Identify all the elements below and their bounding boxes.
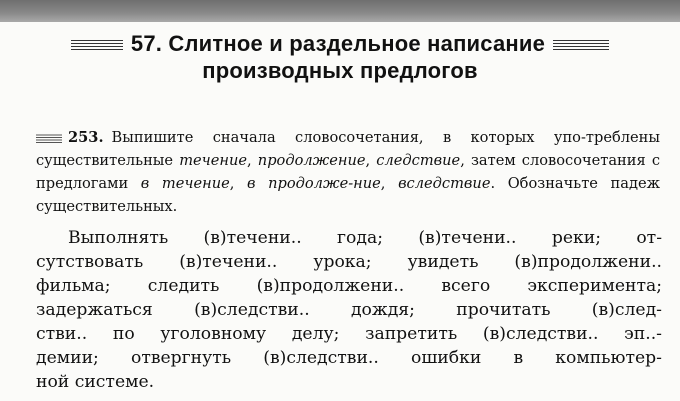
- task-term: течение: [179, 152, 248, 169]
- task-text: . Обозначьте падеж существительных.: [36, 175, 661, 215]
- top-bar: [0, 0, 680, 22]
- heading-line-1: [0, 30, 680, 57]
- exercise-line: фильма; следить (в)продолжени.. всего эксперимента;: [36, 276, 662, 296]
- exercise-line: стви.. по уголовному делу; запретить (в)следстви.. эп..-: [36, 324, 662, 344]
- hatch-decoration-left: [71, 40, 123, 50]
- task-term: в течение: [140, 175, 230, 192]
- task-text: , затем словосочетания с предлогами: [36, 152, 661, 192]
- task-text: ,: [229, 175, 248, 192]
- task-text: ,: [247, 152, 258, 169]
- task-number: 253.: [68, 129, 104, 146]
- heading-line-2: производных предлогов: [202, 58, 478, 83]
- exercise-text: [36, 226, 662, 394]
- heading-text-1: 57. Слитное и раздельное написание: [130, 31, 546, 56]
- task-text: ,: [380, 175, 399, 192]
- exercise-line: Выполнять (в)течени.. года; (в)течени.. реки; от-: [68, 228, 662, 248]
- section-heading: [0, 30, 680, 84]
- task-text: ,: [365, 152, 377, 169]
- hatch-decoration-right: [553, 40, 609, 50]
- exercise-line: демии; отвергнуть (в)следстви.. ошибки в компьютер-: [36, 348, 662, 368]
- exercise-line: сутствовать (в)течени.. урока; увидеть (в)продолжени..: [36, 252, 662, 272]
- exercise-marker-icon: [36, 134, 62, 143]
- exercise-line: задержаться (в)следстви.. дождя; прочитать (в)след-: [36, 300, 662, 320]
- task-term: следствие: [376, 152, 461, 169]
- task-term: вследствие: [398, 175, 491, 192]
- exercise-line: ной системе.: [36, 372, 155, 392]
- task-term: продолжение: [257, 152, 366, 169]
- task-text: Выпишите сначала словосочетания, в которых упо-треблены существительные: [36, 129, 660, 169]
- task-instruction: [36, 126, 660, 218]
- task-term: в продолже-ние: [247, 175, 381, 192]
